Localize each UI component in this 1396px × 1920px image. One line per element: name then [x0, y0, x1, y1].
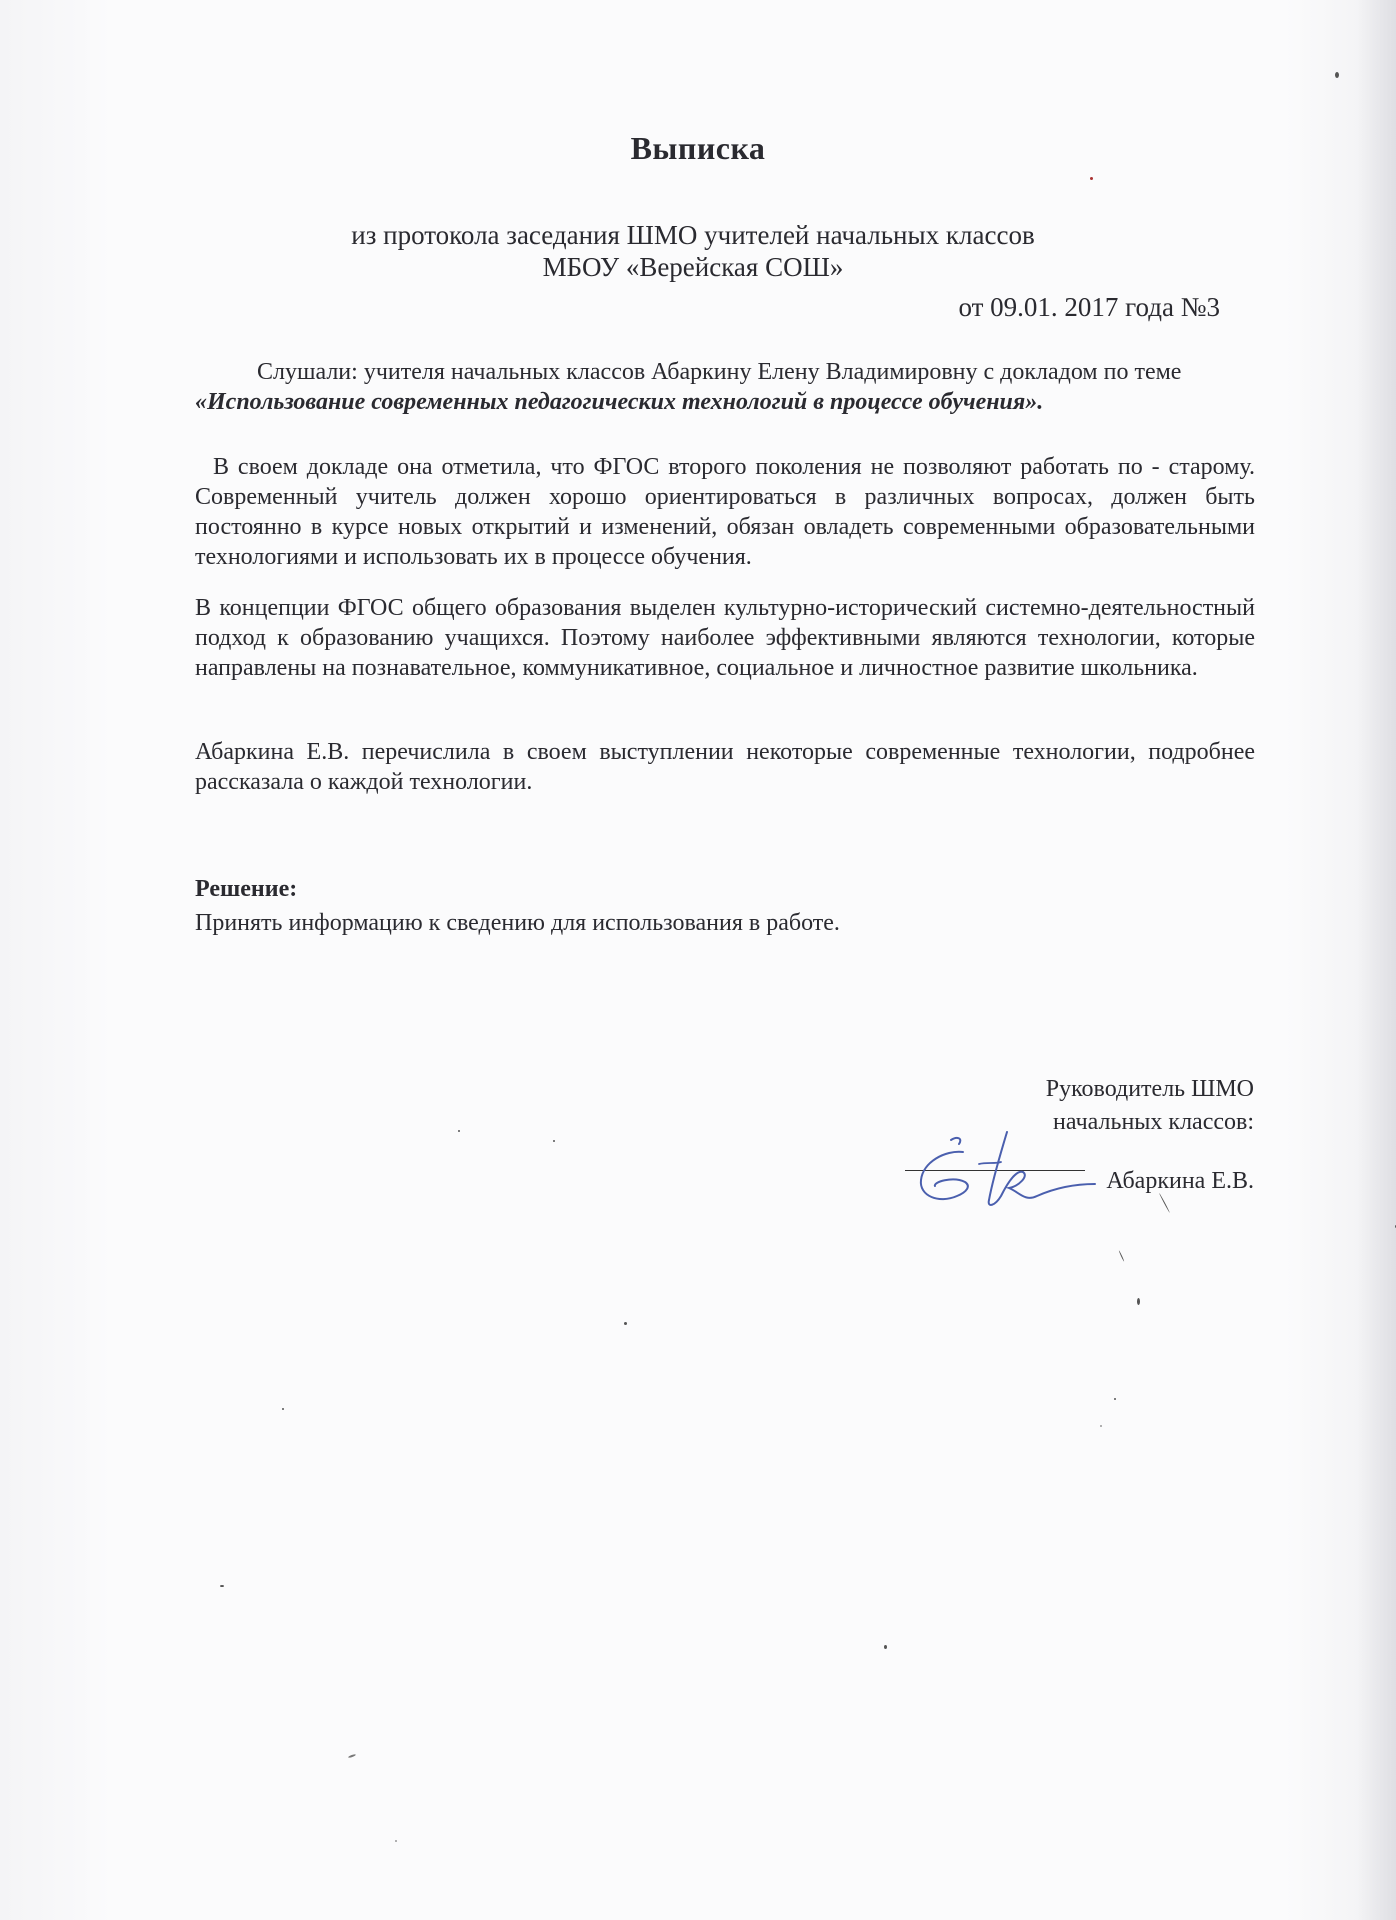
- paragraph-technologies: Абаркина Е.В. перечислила в своем выступлении некоторые современные технологии, подробнее рассказала о каждой технологии.: [195, 739, 1255, 795]
- protocol-date: от 09.01. 2017 года №3: [958, 292, 1220, 322]
- scan-speck: [220, 1585, 224, 1587]
- scan-speck: [1119, 1250, 1125, 1261]
- subtitle-line-1: из протокола заседания ШМО учителей начальных классов: [351, 220, 1035, 250]
- scan-speck: [282, 1408, 284, 1410]
- scan-speck: [1090, 177, 1093, 180]
- decision-heading: Решение:: [195, 876, 298, 902]
- scan-speck: [395, 1840, 397, 1842]
- signer-title-line-1: Руководитель ШМО: [1045, 1076, 1254, 1102]
- decision-text: Принять информацию к сведению для использования в работе.: [195, 910, 840, 936]
- scan-speck: [1100, 1425, 1102, 1427]
- paragraph-report: [195, 452, 1255, 572]
- document-title: Выписка: [630, 130, 766, 166]
- scan-speck: [624, 1322, 627, 1325]
- scan-speck: [458, 1130, 460, 1132]
- scan-speck: [1159, 1193, 1170, 1213]
- signer-title-line-2: начальных классов:: [1053, 1109, 1254, 1135]
- scan-speck: [1137, 1298, 1140, 1305]
- paragraph-concept: В концепции ФГОС общего образования выделен культурно-исторический системно-деятельностный подход к образованию учащихся. Поэтому наиболее эффективными являются технологии, которые направлены на познавательное, коммуникативное, социальное и личностное развитие школьника.: [195, 595, 1255, 681]
- scan-speck: [1114, 1398, 1116, 1400]
- signer-name: Абаркина Е.В.: [1106, 1168, 1254, 1194]
- scan-edge-shadow: [1356, 0, 1396, 1920]
- scan-speck: [553, 1140, 555, 1142]
- scan-speck: [884, 1645, 887, 1649]
- scan-speck: [1335, 72, 1339, 78]
- paragraph-heard: [195, 357, 1225, 417]
- subtitle-line-2: МБОУ «Верейская СОШ»: [542, 252, 844, 282]
- paragraph-report-text: В своем докладе она отметила, что ФГОС второго поколения не позволяют работать по - старому. Современный учитель должен хорошо ориентироваться в различных вопросах, должен быть постоянно в курсе новых открытий и изменений, обязан овладеть современными образовательными технологиями и использовать их в процессе обучения.: [195, 454, 1255, 570]
- paragraph-heard-lead: Слушали: учителя начальных классов Абаркину Елену Владимировну с докладом по теме: [257, 359, 1182, 385]
- report-topic: «Использование современных педагогических технологий в процессе обучения».: [195, 389, 1044, 415]
- scan-speck: [348, 1754, 356, 1759]
- handwritten-signature: [905, 1122, 1105, 1222]
